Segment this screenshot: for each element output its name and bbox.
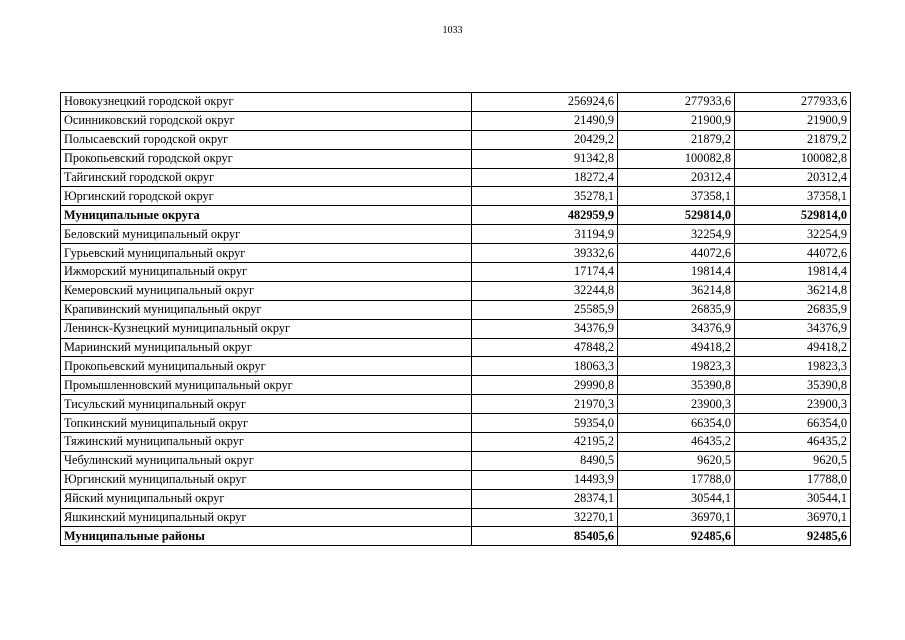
value-3-cell: 277933,6 — [735, 93, 851, 112]
table-row — [61, 433, 851, 452]
value-3-cell: 20312,4 — [735, 168, 851, 187]
value-3-cell: 36970,1 — [735, 508, 851, 527]
value-1-cell: 47848,2 — [472, 338, 618, 357]
table-row — [61, 451, 851, 470]
municipality-name-cell: Чебулинский муниципальный округ — [61, 451, 472, 470]
table-row — [61, 225, 851, 244]
table-row — [61, 130, 851, 149]
table-row — [61, 319, 851, 338]
municipality-name-cell: Ленинск-Кузнецкий муниципальный округ — [61, 319, 472, 338]
value-2-cell: 44072,6 — [618, 244, 735, 263]
value-2-cell: 21879,2 — [618, 130, 735, 149]
value-1-cell: 21490,9 — [472, 111, 618, 130]
value-1-cell: 34376,9 — [472, 319, 618, 338]
value-2-cell: 21900,9 — [618, 111, 735, 130]
municipality-name-cell: Муниципальные округа — [61, 206, 472, 225]
value-2-cell: 36214,8 — [618, 281, 735, 300]
value-3-cell: 49418,2 — [735, 338, 851, 357]
table-row — [61, 93, 851, 112]
table-row — [61, 357, 851, 376]
value-1-cell: 85405,6 — [472, 527, 618, 546]
value-3-cell: 17788,0 — [735, 470, 851, 489]
page-number: 1033 — [442, 25, 463, 36]
value-1-cell: 35278,1 — [472, 187, 618, 206]
municipality-name-cell: Полысаевский городской округ — [61, 130, 472, 149]
value-3-cell: 23900,3 — [735, 395, 851, 414]
municipality-name-cell: Гурьевский муниципальный округ — [61, 244, 472, 263]
value-2-cell: 17788,0 — [618, 470, 735, 489]
value-1-cell: 25585,9 — [472, 300, 618, 319]
table-row — [61, 395, 851, 414]
table-row — [61, 376, 851, 395]
value-1-cell: 91342,8 — [472, 149, 618, 168]
value-3-cell: 35390,8 — [735, 376, 851, 395]
table-row — [61, 281, 851, 300]
value-1-cell: 59354,0 — [472, 414, 618, 433]
municipality-name-cell: Прокопьевский городской округ — [61, 149, 472, 168]
value-2-cell: 49418,2 — [618, 338, 735, 357]
value-3-cell: 9620,5 — [735, 451, 851, 470]
value-2-cell: 30544,1 — [618, 489, 735, 508]
value-3-cell: 19814,4 — [735, 263, 851, 282]
value-3-cell: 37358,1 — [735, 187, 851, 206]
value-2-cell: 26835,9 — [618, 300, 735, 319]
value-2-cell: 9620,5 — [618, 451, 735, 470]
value-1-cell: 39332,6 — [472, 244, 618, 263]
table-total-row — [61, 206, 851, 225]
value-2-cell: 37358,1 — [618, 187, 735, 206]
value-2-cell: 92485,6 — [618, 527, 735, 546]
value-1-cell: 32270,1 — [472, 508, 618, 527]
value-2-cell: 32254,9 — [618, 225, 735, 244]
value-1-cell: 31194,9 — [472, 225, 618, 244]
value-2-cell: 19814,4 — [618, 263, 735, 282]
table-body — [61, 93, 851, 546]
value-1-cell: 32244,8 — [472, 281, 618, 300]
table-row — [61, 470, 851, 489]
value-2-cell: 20312,4 — [618, 168, 735, 187]
municipality-name-cell: Новокузнецкий городской округ — [61, 93, 472, 112]
value-1-cell: 20429,2 — [472, 130, 618, 149]
value-2-cell: 35390,8 — [618, 376, 735, 395]
municipality-name-cell: Промышленновский муниципальный округ — [61, 376, 472, 395]
municipality-name-cell: Мариинский муниципальный округ — [61, 338, 472, 357]
table-row — [61, 489, 851, 508]
value-1-cell: 42195,2 — [472, 433, 618, 452]
table-row — [61, 263, 851, 282]
value-2-cell: 34376,9 — [618, 319, 735, 338]
value-1-cell: 28374,1 — [472, 489, 618, 508]
value-1-cell: 17174,4 — [472, 263, 618, 282]
table-total-row — [61, 527, 851, 546]
table-row — [61, 149, 851, 168]
budget-table — [60, 92, 851, 546]
value-1-cell: 29990,8 — [472, 376, 618, 395]
value-3-cell: 30544,1 — [735, 489, 851, 508]
municipality-name-cell: Топкинский муниципальный округ — [61, 414, 472, 433]
table-row — [61, 168, 851, 187]
value-2-cell: 66354,0 — [618, 414, 735, 433]
value-1-cell: 8490,5 — [472, 451, 618, 470]
table-row — [61, 300, 851, 319]
municipality-name-cell: Кемеровский муниципальный округ — [61, 281, 472, 300]
value-1-cell: 14493,9 — [472, 470, 618, 489]
table-row — [61, 414, 851, 433]
value-2-cell: 46435,2 — [618, 433, 735, 452]
table-row — [61, 111, 851, 130]
value-2-cell: 100082,8 — [618, 149, 735, 168]
value-1-cell: 21970,3 — [472, 395, 618, 414]
table-row — [61, 508, 851, 527]
municipality-name-cell: Муниципальные районы — [61, 527, 472, 546]
municipality-name-cell: Яйский муниципальный округ — [61, 489, 472, 508]
municipality-name-cell: Яшкинский муниципальный округ — [61, 508, 472, 527]
value-1-cell: 18063,3 — [472, 357, 618, 376]
municipality-name-cell: Юргинский муниципальный округ — [61, 470, 472, 489]
municipality-name-cell: Беловский муниципальный округ — [61, 225, 472, 244]
value-3-cell: 19823,3 — [735, 357, 851, 376]
value-3-cell: 529814,0 — [735, 206, 851, 225]
value-1-cell: 18272,4 — [472, 168, 618, 187]
value-2-cell: 23900,3 — [618, 395, 735, 414]
municipality-name-cell: Прокопьевский муниципальный округ — [61, 357, 472, 376]
value-2-cell: 19823,3 — [618, 357, 735, 376]
value-3-cell: 32254,9 — [735, 225, 851, 244]
value-3-cell: 21900,9 — [735, 111, 851, 130]
value-3-cell: 26835,9 — [735, 300, 851, 319]
municipality-name-cell: Ижморский муниципальный округ — [61, 263, 472, 282]
municipality-name-cell: Осинниковский городской округ — [61, 111, 472, 130]
value-1-cell: 482959,9 — [472, 206, 618, 225]
value-3-cell: 46435,2 — [735, 433, 851, 452]
value-3-cell: 100082,8 — [735, 149, 851, 168]
municipality-name-cell: Тяжинский муниципальный округ — [61, 433, 472, 452]
value-3-cell: 36214,8 — [735, 281, 851, 300]
municipality-name-cell: Тайгинский городской округ — [61, 168, 472, 187]
value-2-cell: 277933,6 — [618, 93, 735, 112]
value-2-cell: 36970,1 — [618, 508, 735, 527]
table-row — [61, 187, 851, 206]
municipality-name-cell: Юргинский городской округ — [61, 187, 472, 206]
value-3-cell: 44072,6 — [735, 244, 851, 263]
value-3-cell: 66354,0 — [735, 414, 851, 433]
municipality-name-cell: Тисульский муниципальный округ — [61, 395, 472, 414]
table-row — [61, 244, 851, 263]
value-3-cell: 92485,6 — [735, 527, 851, 546]
value-3-cell: 34376,9 — [735, 319, 851, 338]
table-row — [61, 338, 851, 357]
municipality-name-cell: Крапивинский муниципальный округ — [61, 300, 472, 319]
value-3-cell: 21879,2 — [735, 130, 851, 149]
value-1-cell: 256924,6 — [472, 93, 618, 112]
value-2-cell: 529814,0 — [618, 206, 735, 225]
